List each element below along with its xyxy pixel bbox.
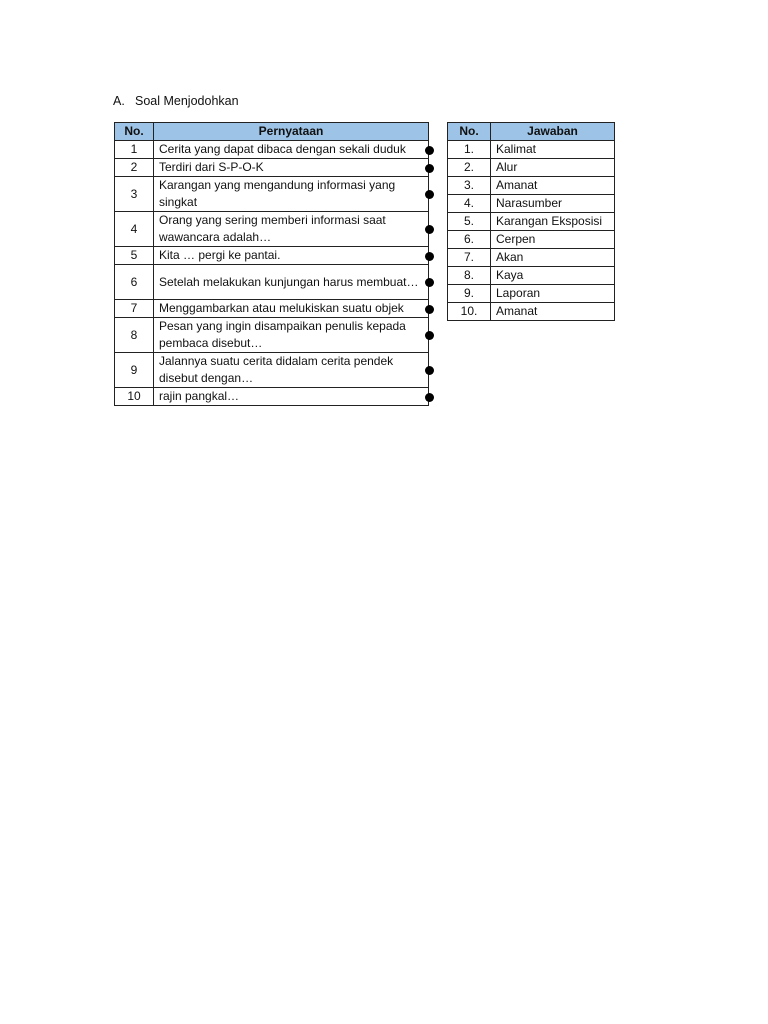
answer-row: [448, 303, 615, 321]
statement-row: [115, 353, 429, 388]
statement-text: rajin pangkal…: [159, 389, 240, 403]
answer-number: 9.: [448, 285, 491, 303]
statement-row: [115, 212, 429, 247]
match-dot[interactable]: [425, 225, 434, 234]
answer-row: [448, 267, 615, 285]
match-dot[interactable]: [425, 278, 434, 287]
statement-cell: [154, 247, 429, 265]
section-heading: [113, 94, 239, 108]
statement-number: 9: [115, 353, 154, 388]
statement-text: Kita … pergi ke pantai.: [159, 248, 281, 262]
statement-text: Orang yang sering memberi informasi saat wawancara adalah…: [159, 213, 386, 244]
statement-text: Cerita yang dapat dibaca dengan sekali duduk: [159, 142, 406, 156]
statement-row: [115, 300, 429, 318]
statement-cell: [154, 177, 429, 212]
statements-no-header: No.: [115, 123, 154, 141]
statement-row: [115, 388, 429, 406]
statement-number: 3: [115, 177, 154, 212]
answer-row: [448, 141, 615, 159]
statement-number: 10: [115, 388, 154, 406]
answer-row: [448, 213, 615, 231]
match-dot[interactable]: [425, 366, 434, 375]
statement-cell: [154, 212, 429, 247]
statement-cell: [154, 353, 429, 388]
answer-row: [448, 231, 615, 249]
match-dot[interactable]: [425, 305, 434, 314]
statement-cell: [154, 300, 429, 318]
statement-number: 4: [115, 212, 154, 247]
answer-row: [448, 159, 615, 177]
answer-text: Kalimat: [491, 141, 615, 159]
section-letter: A.: [113, 94, 125, 108]
answer-row: [448, 285, 615, 303]
statement-number: 7: [115, 300, 154, 318]
statement-row: [115, 159, 429, 177]
statements-table: [114, 122, 429, 406]
statement-cell: [154, 388, 429, 406]
statement-number: 8: [115, 318, 154, 353]
answer-number: 8.: [448, 267, 491, 285]
statements-text-header: Pernyataan: [154, 123, 429, 141]
answer-row: [448, 249, 615, 267]
answer-number: 6.: [448, 231, 491, 249]
statement-text: Pesan yang ingin disampaikan penulis kepada pembaca disebut…: [159, 319, 406, 350]
statement-text: Karangan yang mengandung informasi yang singkat: [159, 178, 396, 209]
statement-number: 5: [115, 247, 154, 265]
statement-row: [115, 265, 429, 300]
match-dot[interactable]: [425, 146, 434, 155]
answer-row: [448, 195, 615, 213]
answer-text: Narasumber: [491, 195, 615, 213]
answer-number: 5.: [448, 213, 491, 231]
answer-text: Amanat: [491, 177, 615, 195]
statement-text: Menggambarkan atau melukiskan suatu objek: [159, 301, 404, 315]
statement-text: Jalannya suatu cerita didalam cerita pendek disebut dengan…: [159, 354, 394, 385]
statements-header-row: [115, 123, 429, 141]
answers-table: [447, 122, 615, 321]
statement-row: [115, 247, 429, 265]
answer-text: Amanat: [491, 303, 615, 321]
match-dot[interactable]: [425, 331, 434, 340]
answer-text: Kaya: [491, 267, 615, 285]
answer-number: 1.: [448, 141, 491, 159]
answer-text: Alur: [491, 159, 615, 177]
statement-row: [115, 177, 429, 212]
answer-number: 2.: [448, 159, 491, 177]
statement-number: 1: [115, 141, 154, 159]
statement-text: Terdiri dari S-P-O-K: [159, 160, 264, 174]
answer-text: Laporan: [491, 285, 615, 303]
answer-number: 4.: [448, 195, 491, 213]
answer-text: Akan: [491, 249, 615, 267]
section-title: Soal Menjodohkan: [135, 94, 239, 108]
answers-header-row: [448, 123, 615, 141]
statement-cell: [154, 265, 429, 300]
match-dot[interactable]: [425, 393, 434, 402]
statement-row: [115, 141, 429, 159]
match-dot[interactable]: [425, 164, 434, 173]
statement-cell: [154, 318, 429, 353]
statement-number: 6: [115, 265, 154, 300]
statement-row: [115, 318, 429, 353]
answer-number: 10.: [448, 303, 491, 321]
answers-text-header: Jawaban: [491, 123, 615, 141]
answer-row: [448, 177, 615, 195]
match-dot[interactable]: [425, 252, 434, 261]
answer-text: Cerpen: [491, 231, 615, 249]
statement-cell: [154, 159, 429, 177]
answer-number: 3.: [448, 177, 491, 195]
answer-text: Karangan Eksposisi: [491, 213, 615, 231]
match-dot[interactable]: [425, 190, 434, 199]
statement-number: 2: [115, 159, 154, 177]
statement-cell: [154, 141, 429, 159]
statement-text: Setelah melakukan kunjungan harus membuat…: [159, 274, 419, 289]
answer-number: 7.: [448, 249, 491, 267]
answers-no-header: No.: [448, 123, 491, 141]
